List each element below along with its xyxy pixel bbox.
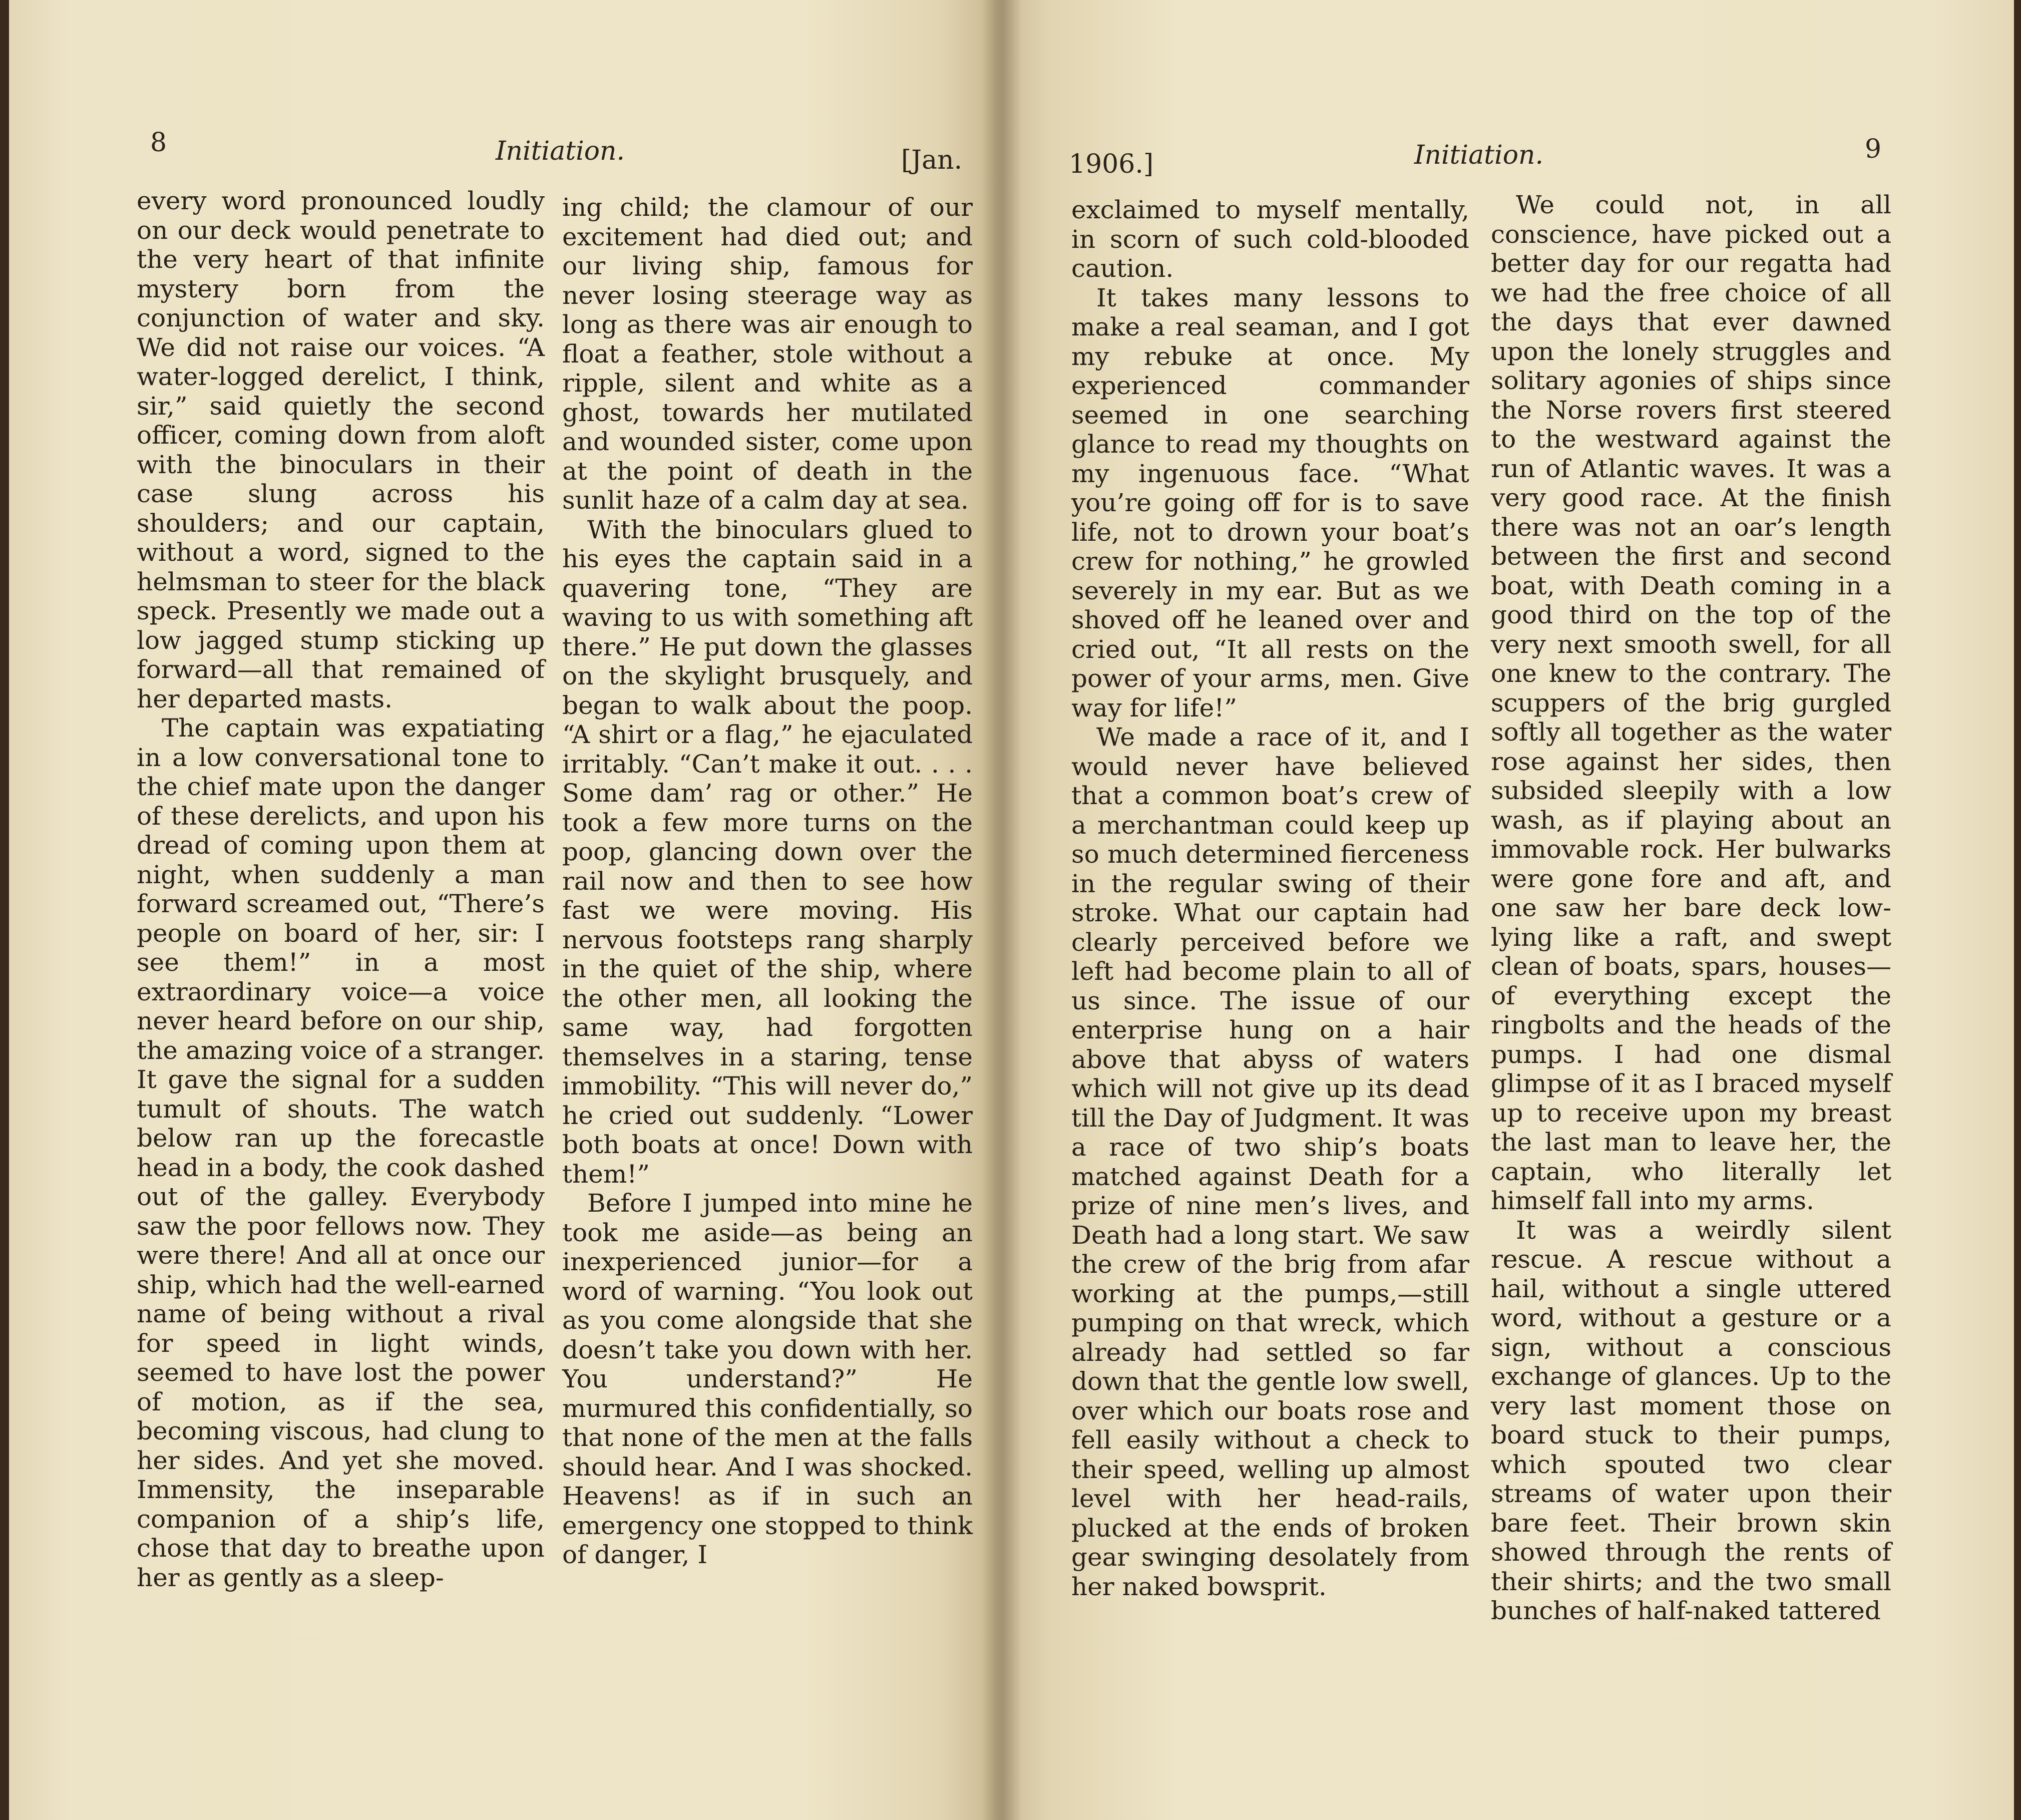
paragraph: every word pronounced loudly on our deck would penetrate to the very heart of that infinite mystery born from the conjunction of water and sky. We did not raise our voices. “A water-logged derelict, I think, sir,” said quietly the second officer, coming down from aloft with the binoculars in their case slung across his shoulders; and our captain, without a word, signed to the helmsman to steer for the black speck. Presently we made out a low jagged stump sticking up forward—all that remained of her departed masts. [137,186,545,713]
right-page-number: 9 [1865,134,1882,164]
paragraph: With the binoculars glued to his eyes the captain said in a quavering tone, “They are waving to us with something aft there.” He put down the glasses on the skylight brusquely, and began to walk about the poop. “A shirt or a flag,” he ejaculated irritably. “Can’t make it out. . . . Some dam’ rag or other.” He took a few more turns on the poop, glancing down over the rail now and then to see how fast we were moving. His nervous footsteps rang sharply in the quiet of the ship, where the other men, all looking the same way, had forgotten themselves in a staring, tense immobility. “This will never do,” he cried out suddenly. “Lower both boats at once! Down with them!” [562,515,973,1189]
paragraph: The captain was expatiating in a low conversational tone to the chief mate upon the danger of these derelicts, and upon his dread of coming upon them at night, when suddenly a man forward screamed out, “There’s people on board of her, sir: I see them!” in a most extraordinary voice—a voice never heard before on our ship, the amazing voice of a stranger. It gave the signal for a sudden tumult of shouts. The watch below ran up the forecastle head in a body, the cook dashed out of the galley. Everybody saw the poor fellows now. They were there! And all at once our ship, which had the well-earned name of being without a rival for speed in light winds, seemed to have lost the power of motion, as if the sea, becoming viscous, had clung to her sides. And yet she moved. Immensity, the inseparable companion of a ship’s life, chose that day to breathe upon her as gently as a sleep- [137,713,545,1592]
paragraph: Before I jumped into mine he took me aside—as being an inexperienced junior—for a word of warning. “You look out as you come alongside that she doesn’t take you down with her. You understand?” He murmured this confidentially, so that none of the men at the falls should hear. And I was shocked. Heavens! as if in such an emergency one stopped to think of danger, I [562,1189,973,1569]
right-running-title: Initiation. [1414,140,1544,170]
right-page [998,0,2014,1820]
left-date-mark: [Jan. [901,145,963,175]
left-page-number: 8 [150,128,167,158]
paragraph: It was a weirdly silent rescue. A rescue without a hail, without a single uttered word, without a gesture or a sign, without a conscious exchange of glances. Up to the very last moment those on board stuck to their pumps, which spouted two clear streams of water upon their bare feet. Their brown skin showed through the rents of their shirts; and the two small bunches of half-naked tattered [1491,1215,1891,1625]
paragraph: It takes many lessons to make a real seaman, and I got my rebuke at once. My experienced commander seemed in one searching glance to read my thoughts on my ingenuous face. “What you’re going off for is to save life, not to drown your boat’s crew for nothing,” he growled severely in my ear. But as we shoved off he leaned over and cried out, “It all rests on the power of your arms, men. Give way for life!” [1071,283,1469,722]
paragraph: ing child; the clamour of our excitement had died out; and our living ship, famous for never losing steerage way as long as there was air enough to float a feather, stole without a ripple, silent and white as a ghost, towards her mutilated and wounded sister, come upon at the point of death in the sunlit haze of a calm day at sea. [562,193,973,515]
paragraph: exclaimed to myself mentally, in scorn of such cold-blooded caution. [1071,195,1469,283]
left-column-2 [562,193,973,1570]
left-running-title: Initiation. [496,136,625,166]
paragraph: We could not, in all conscience, have picked out a better day for our regatta had we had the free choice of all the days that ever dawned upon the lonely struggles and solitary agonies of ships since the Norse rovers first steered to the westward against the run of Atlantic waves. It was a very good race. At the finish there was not an oar’s length between the first and second boat, with Death coming in a good third on the top of the very next smooth swell, for all one knew to the contrary. The scuppers of the brig gurgled softly all together as the water rose against her sides, then subsided sleepily with a low wash, as if playing about an immovable rock. Her bulwarks were gone fore and aft, and one saw her bare deck low-lying like a raft, and swept clean of boats, spars, houses—of everything except the ringbolts and the heads of the pumps. I had one dismal glimpse of it as I braced myself up to receive upon my breast the last man to leave her, the captain, who literally let himself fall into my arms. [1491,190,1891,1215]
book-gutter [981,0,1021,1820]
paragraph: We made a race of it, and I would never have believed that a common boat’s crew of a merchantman could keep up so much determined fierceness in the regular swing of their stroke. What our captain had clearly perceived before we left had become plain to all of us since. The issue of our enterprise hung on a hair above that abyss of waters which will not give up its dead till the Day of Judgment. It was a race of two ship’s boats matched against Death for a prize of nine men’s lives, and Death had a long start. We saw the crew of the brig from afar working at the pumps,—still pumping on that wreck, which already had settled so far down that the gentle low swell, over which our boats rose and fell easily without a check to their speed, welling up almost level with her head-rails, plucked at the ends of broken gear swinging desolately from her naked bowsprit. [1071,722,1469,1601]
left-page [9,0,998,1820]
right-date-mark: 1906.] [1069,149,1154,179]
left-column-1 [137,186,545,1592]
right-column-1 [1071,195,1469,1601]
right-column-2 [1491,190,1891,1626]
